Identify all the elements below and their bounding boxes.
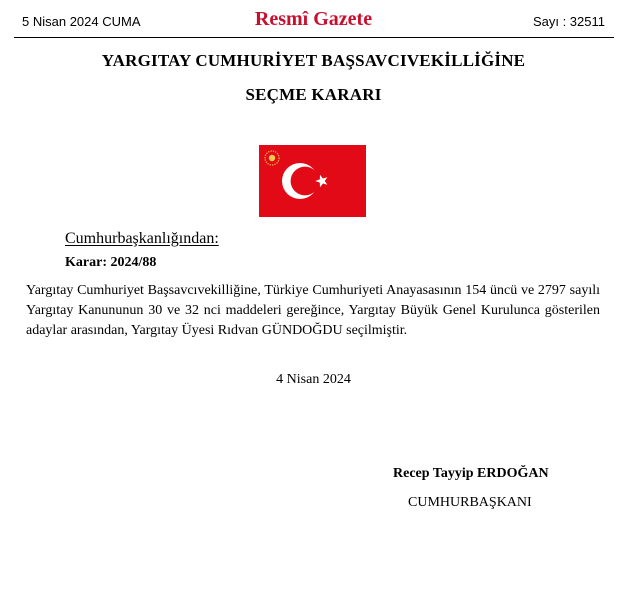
- document-title-line-1: YARGITAY CUMHURİYET BAŞSAVCIVEKİLLİĞİNE: [101, 51, 526, 70]
- header-date: 5 Nisan 2024 CUMA: [22, 14, 141, 29]
- decision-date: 4 Nisan 2024: [276, 372, 351, 387]
- decision-body-text: Yargıtay Cumhuriyet Başsavcıvekilliğine, Türkiye Cumhuriyeti Anayasasının 154 üncü ve 2797 sayılı Yargıtay Kanununun 30 ve 32 nci maddeleri gereğince, Yargıtay Büyük Genel Kurulunca gösterilen adaylar arasından, Yargıtay Üyesi Rıdvan GÜNDOĞDU seçilmiştir.: [26, 283, 600, 338]
- signatory-name: Recep Tayyip ERDOĞAN: [393, 466, 549, 481]
- decision-number: Karar: 2024/88: [65, 255, 157, 270]
- turkish-flag-icon: [259, 145, 366, 217]
- signatory-title: CUMHURBAŞKANI: [408, 495, 532, 510]
- gazette-title: Resmî Gazete: [254, 8, 373, 30]
- document-title-line-2: SEÇME KARARI: [245, 85, 382, 104]
- header-divider: [14, 37, 614, 38]
- issue-number: Sayı : 32511: [532, 14, 605, 29]
- issuer-heading: Cumhurbaşkanlığından:: [65, 230, 219, 247]
